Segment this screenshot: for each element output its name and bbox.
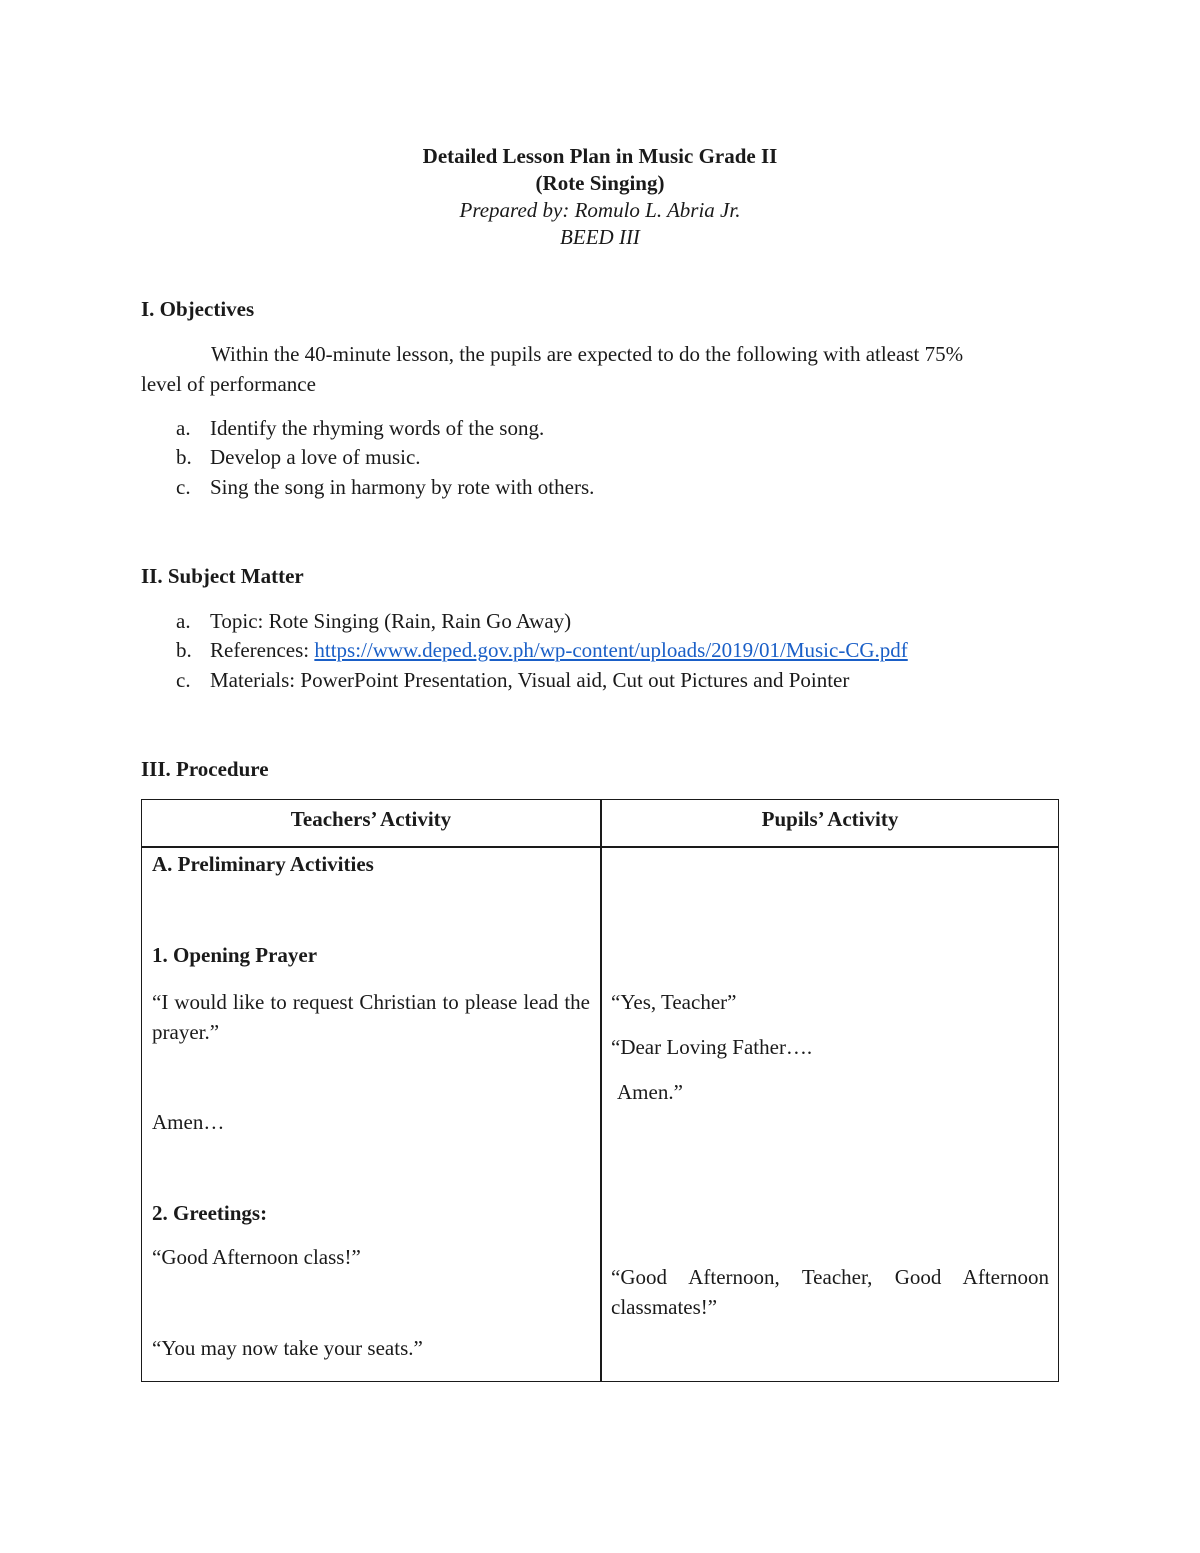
objective-item: [176, 445, 421, 470]
document-subtitle: (Rote Singing): [535, 171, 665, 195]
objectives-intro-line2: level of performance: [141, 372, 316, 396]
objectives-intro-line1: Within the 40-minute lesson, the pupils are expected to do the following with atleast 75%: [211, 342, 964, 366]
list-marker: c.: [176, 668, 191, 692]
pupils-amen: Amen.”: [617, 1080, 683, 1104]
teacher-good-afternoon: “Good Afternoon class!”: [152, 1245, 361, 1269]
objective-marker: b.: [176, 445, 192, 469]
teacher-take-seats: “You may now take your seats.”: [152, 1336, 423, 1360]
column-header-teachers: Teachers’ Activity: [290, 807, 452, 831]
procedure-heading: III. Procedure: [141, 757, 269, 781]
objective-text: Sing the song in harmony by rote with others.: [210, 475, 595, 499]
objectives-heading: I. Objectives: [141, 297, 255, 321]
subject-references: [176, 638, 908, 663]
objective-item: [176, 416, 544, 441]
course-label: BEED III: [560, 225, 640, 249]
list-marker: b.: [176, 638, 192, 662]
materials-text: Materials: PowerPoint Presentation, Visual aid, Cut out Pictures and Pointer: [210, 668, 850, 692]
document-title: Detailed Lesson Plan in Music Grade II: [422, 144, 778, 168]
objective-marker: a.: [176, 416, 191, 440]
references-link[interactable]: https://www.deped.gov.ph/wp-content/uploads/2019/01/Music-CG.pdf: [314, 638, 908, 662]
teacher-prayer-request: “I would like to request Christian to please lead the prayer.”: [152, 990, 590, 1044]
table-column-divider: [600, 800, 602, 1381]
subject-materials: [176, 668, 849, 693]
objective-marker: c.: [176, 475, 191, 499]
references-label: References:: [210, 638, 315, 662]
topic-text: Topic: Rote Singing (Rain, Rain Go Away): [210, 609, 572, 633]
list-marker: a.: [176, 609, 191, 633]
subject-matter-heading: II. Subject Matter: [141, 564, 304, 588]
table-header-divider: [142, 846, 1058, 848]
pupils-dear-father: “Dear Loving Father….: [611, 1035, 813, 1059]
preliminary-activities-heading: A. Preliminary Activities: [152, 852, 374, 876]
objective-item: [176, 475, 594, 500]
pupils-greeting-reply: “Good Afternoon, Teacher, Good Afternoon classmates!”: [611, 1265, 1049, 1319]
procedure-table: [141, 799, 1059, 1382]
objective-text: Develop a love of music.: [210, 445, 421, 469]
column-header-pupils: Pupils’ Activity: [761, 807, 899, 831]
opening-prayer-heading: 1. Opening Prayer: [152, 943, 318, 967]
teacher-amen: Amen…: [152, 1110, 225, 1134]
greetings-heading: 2. Greetings:: [152, 1201, 268, 1225]
objective-text: Identify the rhyming words of the song.: [210, 416, 545, 440]
prepared-by: Prepared by: Romulo L. Abria Jr.: [459, 198, 741, 222]
pupils-yes-teacher: “Yes, Teacher”: [611, 990, 737, 1014]
subject-topic: [176, 609, 571, 634]
